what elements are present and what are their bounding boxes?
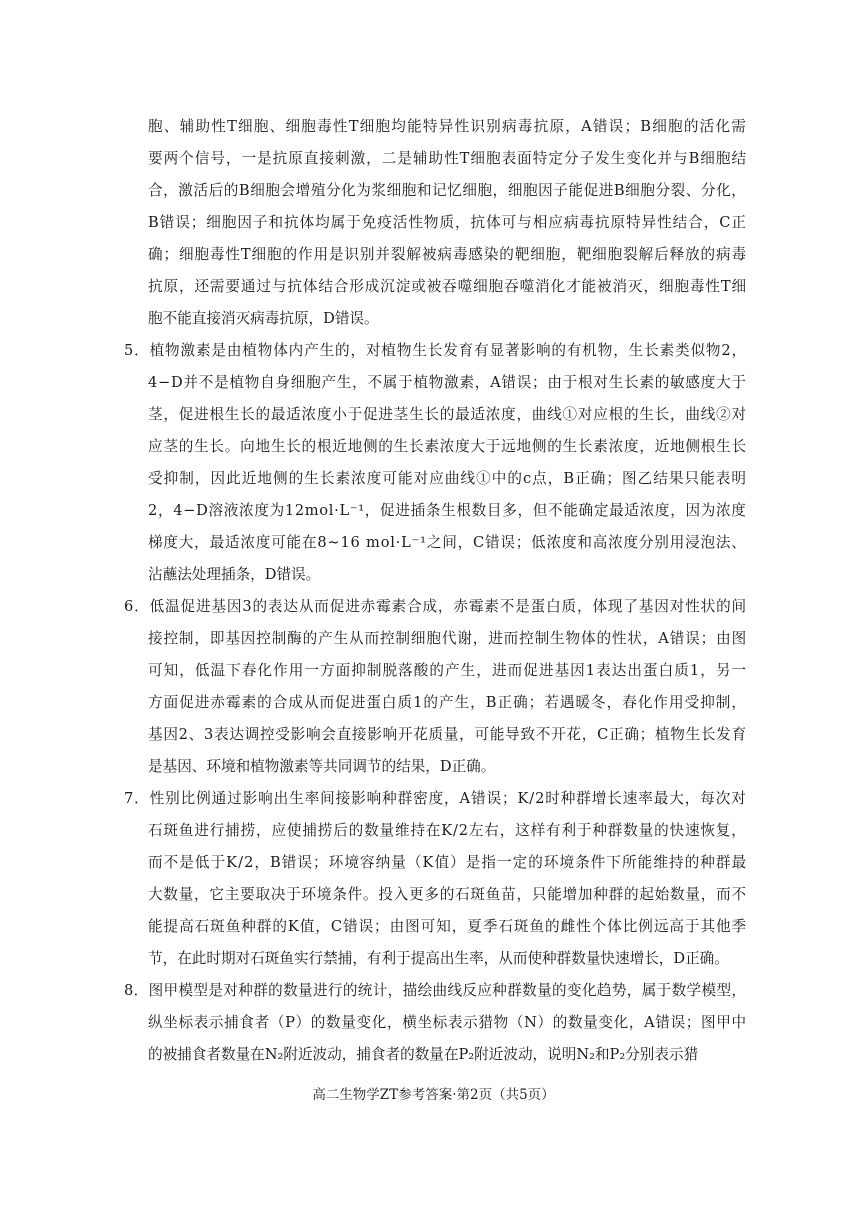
text-line: 能提高石斑鱼种群的K值，C错误；由图可知，夏季石斑鱼的雌性个体比例远高于其他季 bbox=[148, 918, 748, 935]
text-line: 要两个信号，一是抗原直接刺激，二是辅助性T细胞表面特定分子发生变化并与B细胞结 bbox=[148, 150, 748, 167]
text-line: 抗原，还需要通过与抗体结合形成沉淀或被吞噬细胞吞噬消化才能被消灭，细胞毒性T细 bbox=[148, 278, 748, 295]
text-line: B错误；细胞因子和抗体均属于免疫活性物质，抗体可与相应病毒抗原特异性结合，C正 bbox=[148, 214, 747, 231]
text-line: 8．图甲模型是对种群的数量进行的统计，描绘曲线反应种群数量的变化趋势，属于数学模型， bbox=[124, 982, 747, 999]
text-line: 4−D并不是植物自身细胞产生，不属于植物激素，A错误；由于根对生长素的敏感度大于 bbox=[148, 374, 747, 391]
text-line: 石斑鱼进行捕捞，应使捕捞后的数量维持在K/2左右，这样有利于种群数量的快速恢复， bbox=[148, 822, 747, 839]
text-line: 节，在此时期对石斑鱼实行禁捕，有利于提高出生率，从而使种群数量快速增长，D正确。 bbox=[148, 950, 729, 967]
text-line: 确；细胞毒性T细胞的作用是识别并裂解被病毒感染的靶细胞，靶细胞裂解后释放的病毒 bbox=[148, 246, 748, 263]
text-line: 可知，低温下春化作用一方面抑制脱落酸的产生，进而促进基因1表达出蛋白质1，另一 bbox=[148, 662, 748, 679]
text-line: 接控制，即基因控制酶的产生从而控制细胞代谢，进而控制生物体的性状，A错误；由图 bbox=[148, 630, 748, 647]
text-line: 合，激活后的B细胞会增殖分化为浆细胞和记忆细胞，细胞因子能促进B细胞分裂、分化， bbox=[148, 182, 747, 199]
text-line: 梯度大，最适浓度可能在8~16 mol·L⁻¹之间，C错误；低浓度和高浓度分别用浸泡法、 bbox=[148, 534, 747, 551]
text-line: 受抑制，因此近地侧的生长素浓度可能对应曲线①中的c点，B正确；图乙结果只能表明 bbox=[148, 470, 748, 487]
text-line: 胞不能直接消灭病毒抗原，D错误。 bbox=[148, 310, 379, 327]
text-line: 的被捕食者数量在N₂附近波动，捕食者的数量在P₂附近波动，说明N₂和P₂分别表示猎 bbox=[148, 1046, 699, 1063]
text-line: 是基因、环境和植物激素等共同调节的结果，D正确。 bbox=[148, 758, 496, 775]
text-line: 而不是低于K/2，B错误；环境容纳量（K值）是指一定的环境条件下所能维持的种群最 bbox=[148, 854, 748, 871]
text-line: 基因2、3表达调控受影响会直接影响开花质量，可能导致不开花，C正确；植物生长发育 bbox=[148, 726, 747, 743]
text-line: 7．性别比例通过影响出生率间接影响种群密度，A错误；K/2时种群增长速率最大，每次对 bbox=[124, 790, 747, 807]
text-line: 2，4−D溶液浓度为12mol·L⁻¹，促进插条生根数目多，但不能确定最适浓度，因为浓度 bbox=[148, 502, 747, 519]
text-line: 5．植物激素是由植物体内产生的，对植物生长发育有显著影响的有机物，生长素类似物2， bbox=[124, 342, 747, 359]
text-line: 应茎的生长。向地生长的根近地侧的生长素浓度大于远地侧的生长素浓度，近地侧根生长 bbox=[148, 438, 747, 455]
text-line: 茎，促进根生长的最适浓度小于促进茎生长的最适浓度，曲线①对应根的生长，曲线②对 bbox=[148, 406, 747, 423]
text-line: 大数量，它主要取决于环境条件。投入更多的石斑鱼苗，只能增加种群的起始数量，而不 bbox=[148, 886, 747, 903]
text-line: 胞、辅助性T细胞、细胞毒性T细胞均能特异性识别病毒抗原，A错误；B细胞的活化需 bbox=[148, 118, 748, 135]
text-line: 纵坐标表示捕食者（P）的数量变化，横坐标表示猎物（N）的数量变化，A错误；图甲中 bbox=[148, 1014, 747, 1031]
page-footer: 高二生物学ZT参考答案·第2页（共5页） bbox=[312, 1087, 555, 1103]
text-line: 沾蘸法处理插条，D错误。 bbox=[148, 566, 321, 583]
text-line: 6．低温促进基因3的表达从而促进赤霉素合成，赤霉素不是蛋白质，体现了基因对性状的间 bbox=[124, 598, 747, 615]
text-line: 方面促进赤霉素的合成从而促进蛋白质1的产生，B正确；若遇暖冬，春化作用受抑制， bbox=[148, 694, 747, 711]
